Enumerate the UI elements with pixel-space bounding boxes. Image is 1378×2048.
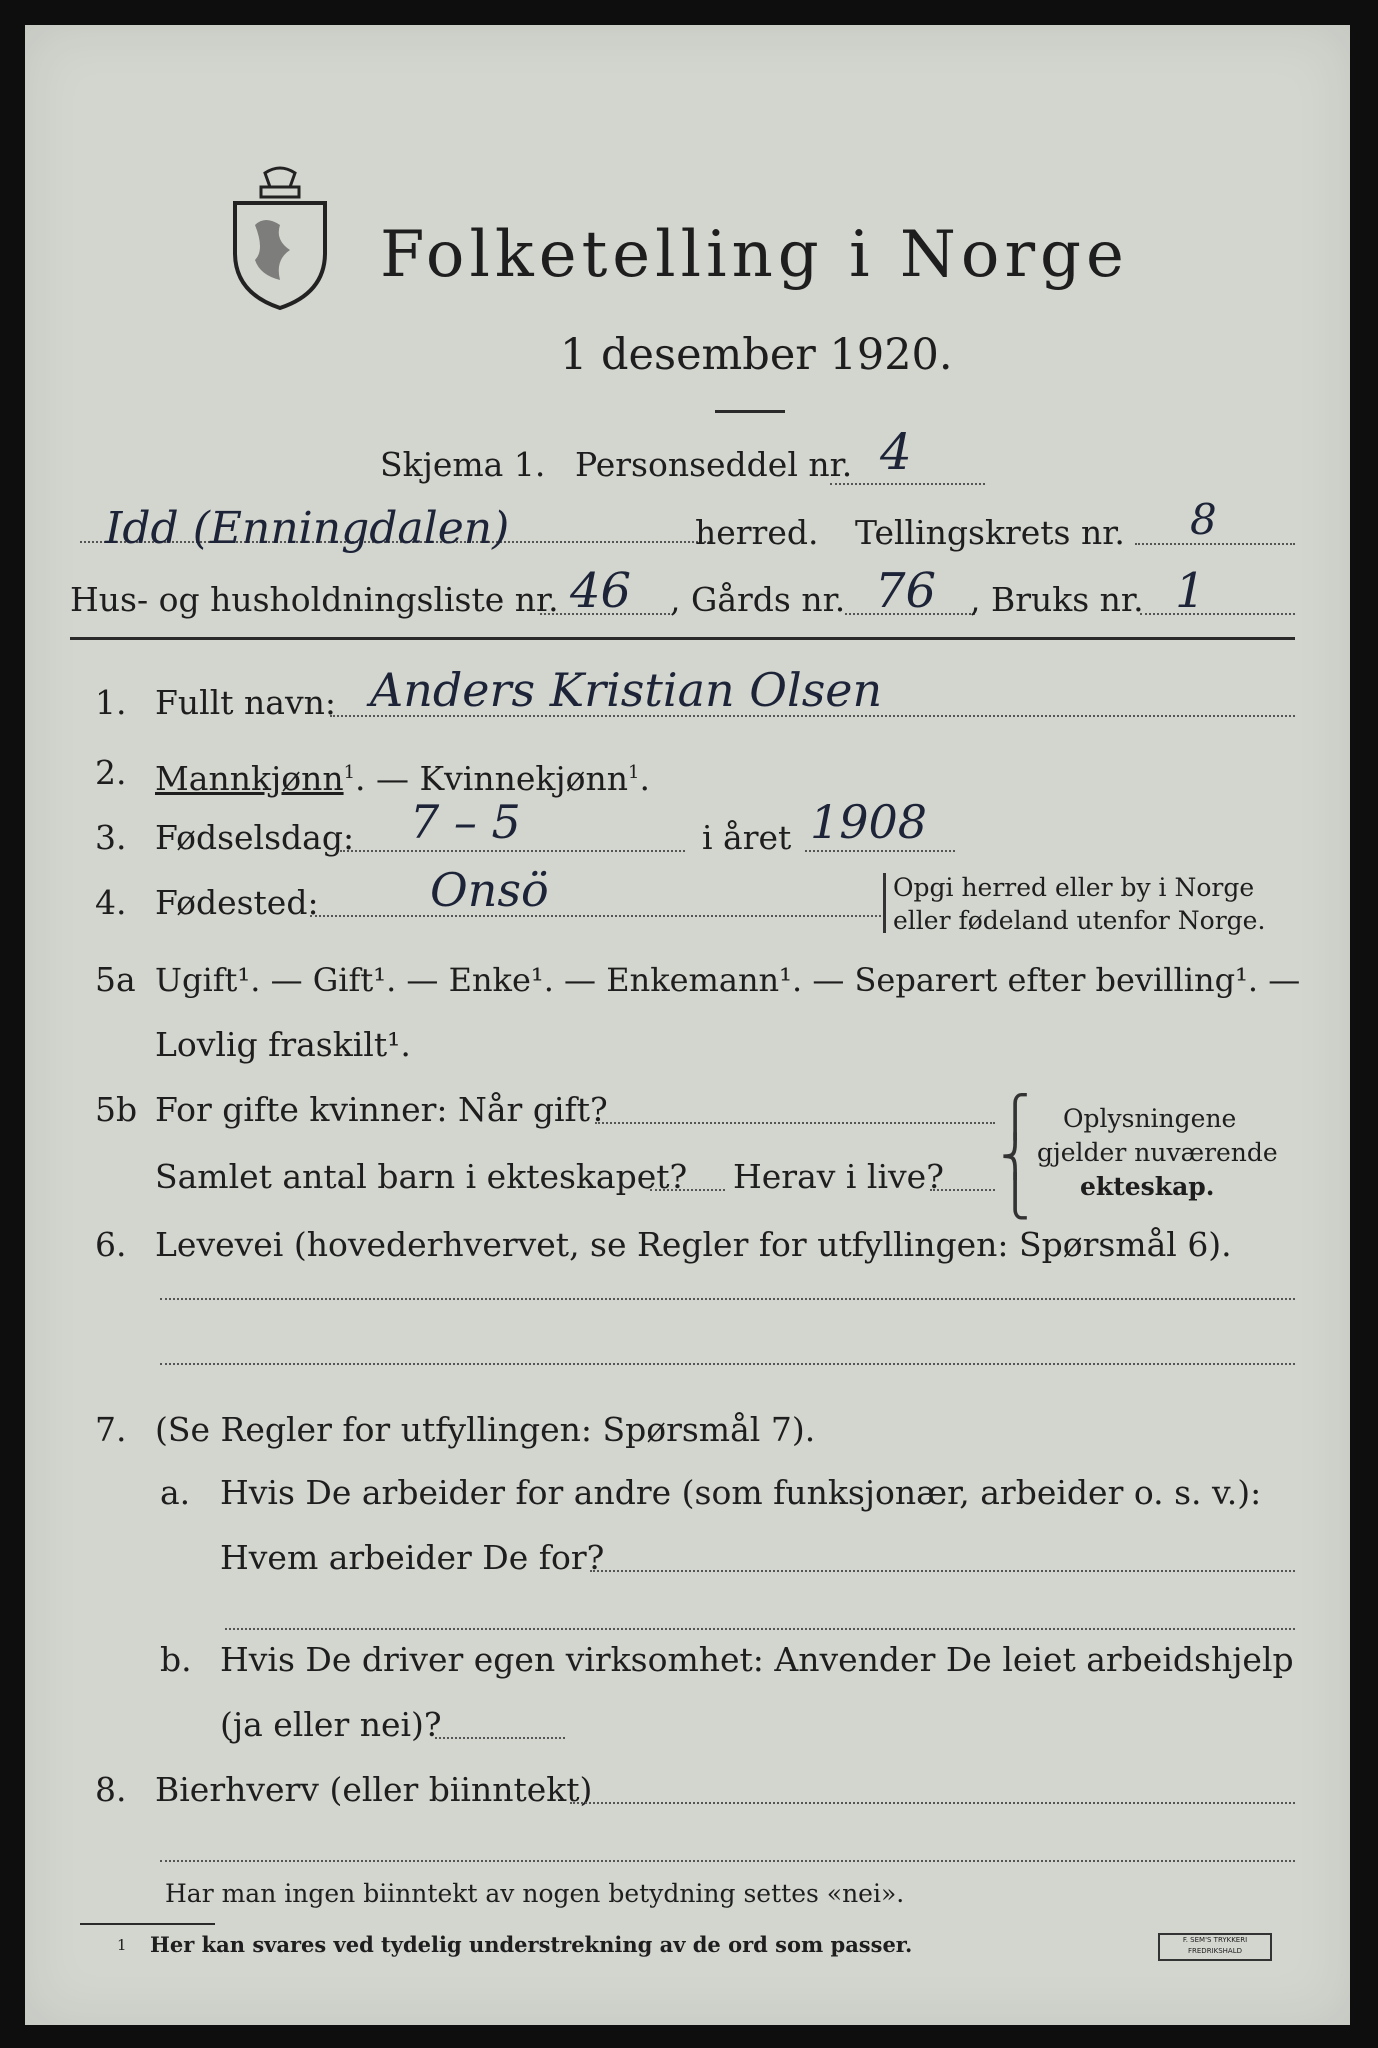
q4-note-line1: Opgi herred eller by i Norge [893,873,1255,902]
q5b-note-line2: gjelder nuværende [1037,1138,1278,1167]
hired-help-field[interactable] [435,1737,565,1739]
married-when-field[interactable] [595,1122,995,1124]
q4-bracket [883,873,886,933]
q5a-options-line1[interactable]: Ugift¹. — Gift¹. — Enke¹. — Enkemann¹. — Separert efter bevilling¹. — [155,961,1301,999]
tellingskrets-label: Tellingskrets nr. [855,513,1125,552]
q2-sex-options [155,753,650,799]
q1-number: 1. [95,683,127,722]
q2-footnote-ref-2: 1 [628,762,640,783]
birthplace-field[interactable] [310,915,885,917]
footnote-marker: 1 [117,1936,127,1954]
gards-label: , Gårds nr. [670,580,846,619]
q8-label: Bierhverv (eller biinntekt) [155,1770,593,1809]
q7b-label-line1: Hvis De driver egen virksomhet: Anvender De leiet arbeidshjelp [220,1640,1294,1679]
q6-label: Levevei (hovederhvervet, se Regler for utfyllingen: Spørsmål 6). [155,1225,1232,1264]
q2-number: 2. [95,753,127,792]
q4-number: 4. [95,883,127,922]
side-income-field-1[interactable] [570,1802,1295,1804]
title-divider [715,410,785,413]
skjema-label: Skjema 1. [380,445,546,484]
q5a-options-line2[interactable]: Lovlig fraskilt¹. [155,1025,411,1064]
q5b-number: 5b [95,1090,138,1129]
side-income-field-2[interactable] [160,1860,1295,1862]
census-form-sheet [25,25,1350,2025]
birthplace-value: Onsö [430,863,549,917]
q3-year-label: i året [702,818,792,857]
footnote-text: Her kan svares ved tydelig understrekning av de ord som passer. [150,1932,913,1957]
q1-label: Fullt navn: [155,683,336,722]
herred-label: herred. [695,513,819,552]
q5b-married-label: For gifte kvinner: Når gift? [155,1090,608,1129]
q7-number: 7. [95,1410,127,1449]
personseddel-value: 4 [880,423,912,481]
bruks-value: 1 [1175,563,1206,619]
herred-value: Idd (Enningdalen) [105,503,510,554]
q2-footnote-ref-1: 1 [343,762,356,783]
footnote-rule [80,1923,215,1925]
personseddel-field[interactable] [830,483,985,485]
hus-value: 46 [570,563,632,619]
form-date: 1 desember 1920. [560,330,953,380]
header-rule [70,637,1295,640]
coat-of-arms-icon [225,165,335,310]
occupation-field-1[interactable] [160,1298,1295,1300]
female-option[interactable]: . — Kvinnekjønn [355,759,628,798]
q5a-number: 5a [95,960,136,999]
q3-number: 3. [95,818,127,857]
q5b-children-label: Samlet antal barn i ekteskapet? [155,1157,688,1196]
q8-note: Har man ingen biinntekt av nogen betydning settes «nei». [165,1879,905,1908]
q7b-number: b. [160,1640,192,1679]
male-option[interactable]: Mannkjønn [155,759,344,798]
employer-field-2[interactable] [225,1628,1295,1630]
q7a-label-line1: Hvis De arbeider for andre (som funksjonær, arbeider o. s. v.): [220,1473,1262,1512]
children-alive-field[interactable] [930,1189,995,1191]
bruks-label: , Bruks nr. [970,580,1144,619]
gards-value: 76 [875,563,937,619]
q4-note-line2: eller fødeland utenfor Norge. [893,906,1266,935]
tellingskrets-value: 8 [1190,495,1217,544]
q2-end: . [639,759,650,798]
printer-mark-line1: F. SEM'S TRYKKERI [1182,1936,1248,1944]
q7a-number: a. [160,1473,191,1512]
q5b-note-line3: ekteskap. [1080,1172,1215,1201]
q5b-alive-label: Herav i live? [733,1157,944,1196]
hus-label: Hus- og husholdningsliste nr. [70,580,559,619]
full-name-value: Anders Kristian Olsen [370,663,883,717]
q7a-label-line2: Hvem arbeider De for? [220,1538,605,1577]
employer-field-1[interactable] [590,1570,1295,1572]
birthday-value: 7 – 5 [410,795,521,849]
birth-year-value: 1908 [810,795,928,849]
form-title: Folketelling i Norge [380,218,1129,292]
q4-label: Fødested: [155,883,319,922]
q5b-brace: ⎧ ⎨ ⎩ [1000,1094,1030,1220]
q8-number: 8. [95,1770,127,1809]
q6-number: 6. [95,1225,127,1264]
q7-label: (Se Regler for utfyllingen: Spørsmål 7). [155,1410,816,1449]
q5b-note-line1: Oplysningene [1063,1104,1237,1133]
occupation-field-2[interactable] [160,1363,1295,1365]
q3-label: Fødselsdag: [155,818,355,857]
children-count-field[interactable] [650,1189,725,1191]
personseddel-label: Personseddel nr. [575,445,853,484]
printer-mark [1158,1933,1272,1961]
birth-year-field[interactable] [805,850,955,852]
bruks-field[interactable] [1140,613,1295,615]
printer-mark-line2: FREDRIKSHALD [1187,1947,1242,1955]
q7b-label-line2: (ja eller nei)? [220,1705,442,1744]
birthday-field[interactable] [340,850,685,852]
